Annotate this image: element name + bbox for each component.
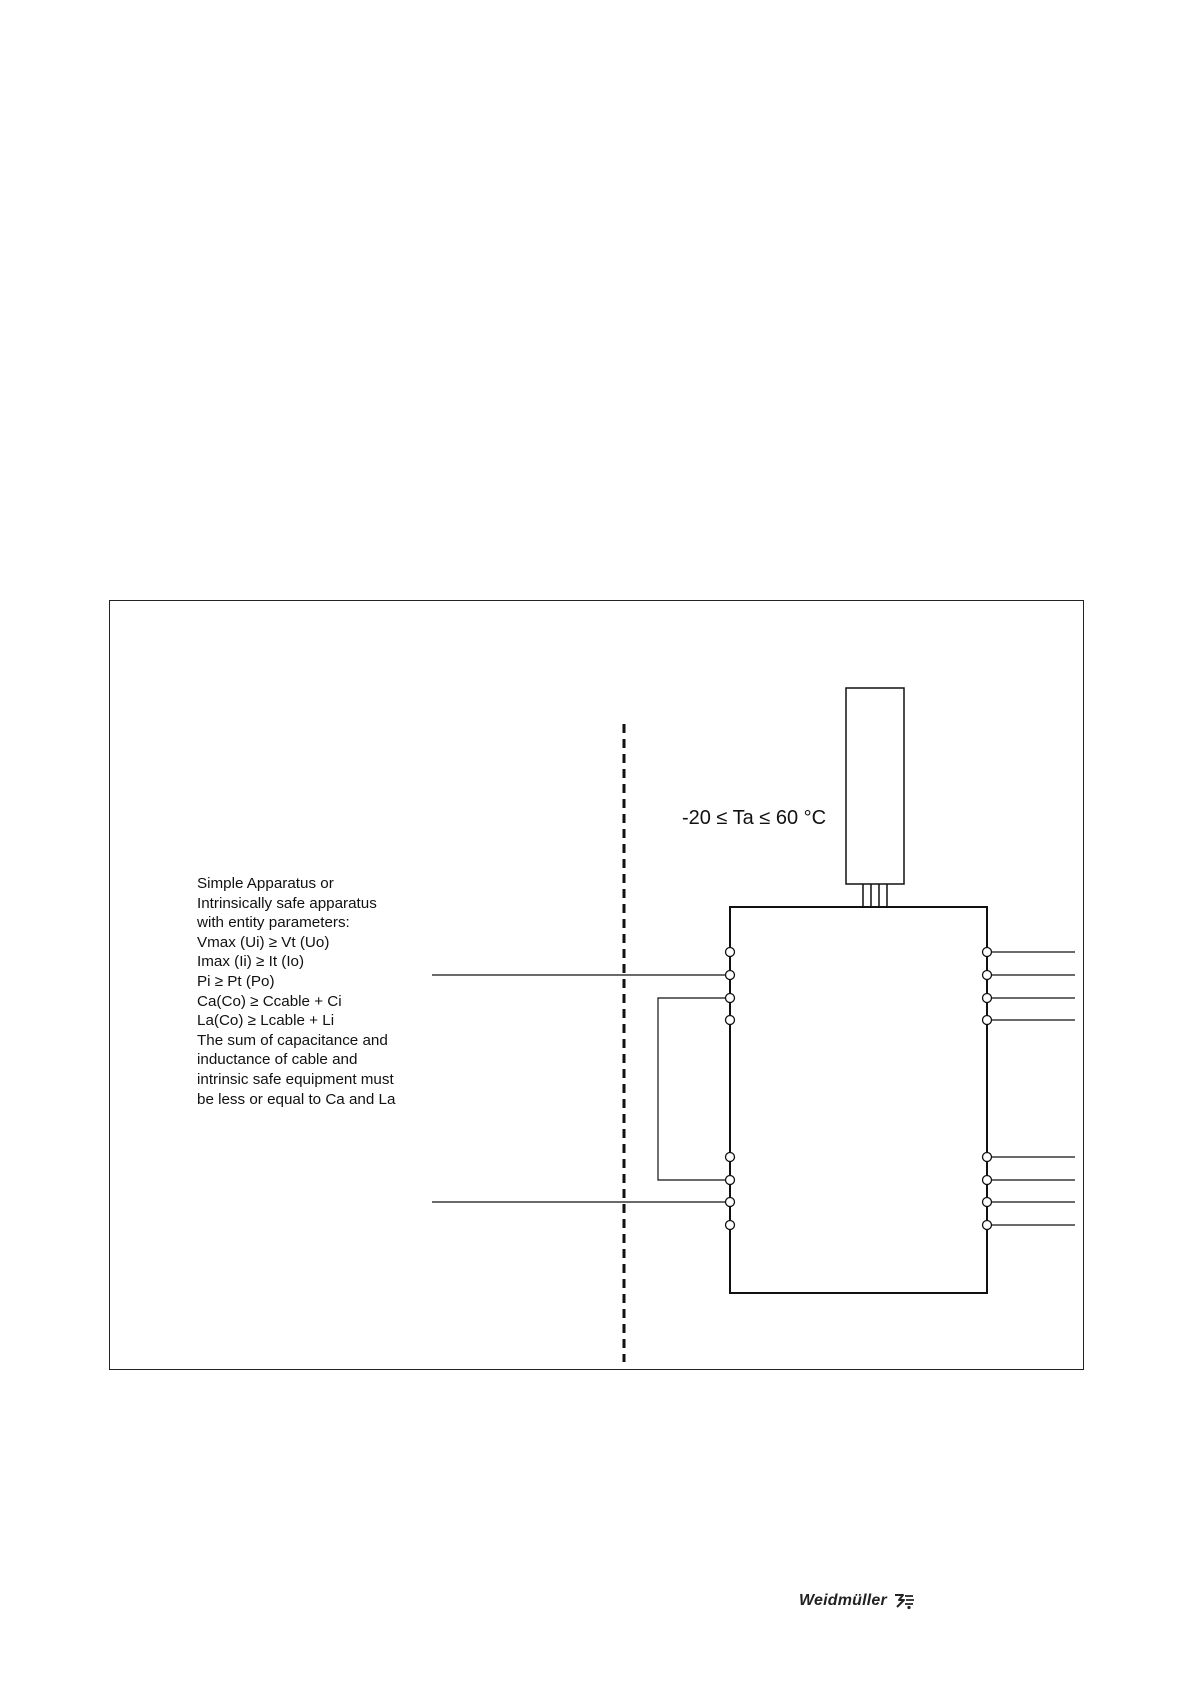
note-line: Intrinsically safe apparatus xyxy=(197,894,377,912)
note-line: Imax (Ii) ≥ It (Io) xyxy=(197,953,305,971)
ambient-temperature-label: -20 ≤ Ta ≤ 60 °C xyxy=(682,807,827,829)
note-line: The sum of capacitance and xyxy=(197,1031,388,1049)
note-line: be less or equal to Ca and La xyxy=(197,1090,396,1108)
note-line: intrinsic safe equipment must xyxy=(197,1070,394,1088)
note-line: with entity parameters: xyxy=(197,914,350,932)
note-line: Simple Apparatus or xyxy=(197,875,334,892)
note-line: Ca(Co) ≥ Ccable + Ci xyxy=(197,992,342,1010)
brand-name: Weidmüller xyxy=(799,1592,887,1609)
note-line: inductance of cable and xyxy=(197,1051,358,1069)
weidmuller-logo-icon xyxy=(893,1592,915,1610)
note-line: Pi ≥ Pt (Po) xyxy=(197,972,275,990)
footer-brand xyxy=(799,1592,915,1610)
entity-parameters-notes xyxy=(197,874,395,1109)
note-line: Vmax (Ui) ≥ Vt (Uo) xyxy=(197,933,330,951)
note-line: La(Co) ≥ Lcable + Li xyxy=(197,1012,335,1030)
